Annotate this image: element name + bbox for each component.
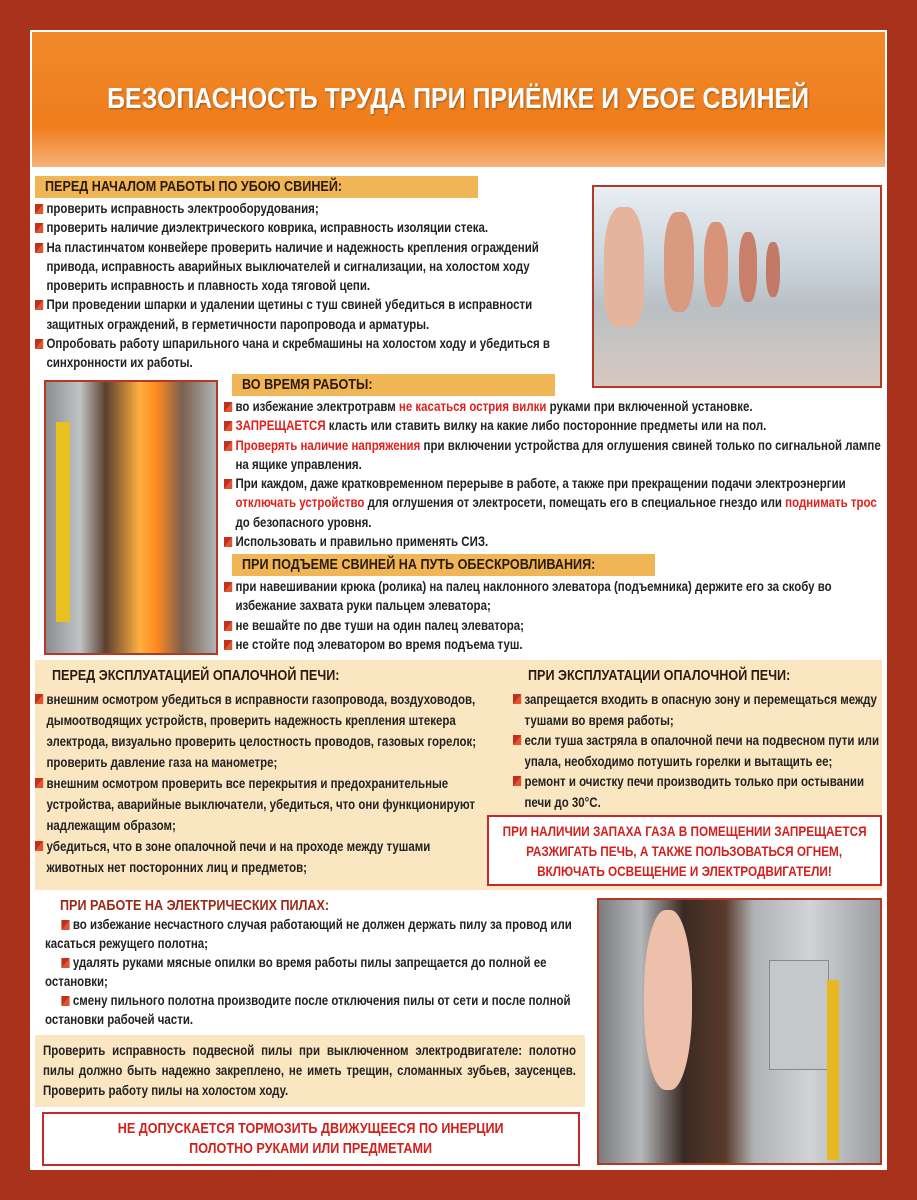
list-item: На пластинчатом конвейере проверить наличие и надежность крепления ограждений привода, исправность аварийных выключателей и сигнализации, на холостом ходу проверить исправность и плавность хода тяговой цепи. — [35, 238, 589, 296]
bullet-icon — [224, 621, 232, 631]
bullet-icon — [513, 694, 521, 704]
list-item: запрещается входить в опасную зону и перемещаться между тушами во время работы; — [513, 689, 882, 730]
bullet-icon — [35, 300, 43, 310]
during-oven-list — [513, 689, 882, 812]
before-work-list — [35, 199, 590, 373]
bullet-icon — [224, 582, 232, 592]
bullet-icon — [35, 339, 43, 349]
bullet-icon — [35, 204, 43, 214]
list-item: При проведении шпарки и удалении щетины с туш свиней убедиться в исправности защитных ограждений, в герметичности паропровода и арматуры. — [35, 295, 589, 334]
list-item: проверить исправность электрооборудования; — [35, 199, 589, 218]
bullet-icon — [224, 421, 232, 431]
section-heading-before-oven: ПЕРЕД ЭКСПЛУАТАЦИЕЙ ОПАЛОЧНОЙ ПЕЧИ: — [52, 667, 340, 684]
bullet-icon — [61, 996, 69, 1006]
bullet-icon — [35, 223, 43, 233]
list-item: При каждом, даже кратковременном перерыве в работе, а также при прекращении подачи электроэнергии отключать устройство для оглушения от электросети, помещать его в специальное гнездо или поднимать трос до безопасного уровня. — [224, 474, 882, 532]
list-item: ремонт и очистку печи производить только при остывании печи до 30°С. — [513, 771, 882, 812]
section-heading-before-work: ПЕРЕД НАЧАЛОМ РАБОТЫ ПО УБОЮ СВИНЕЙ: — [35, 176, 478, 198]
list-item: удалять руками мясные опилки во время работы пилы запрещается до полной ее остановки; — [45, 954, 547, 989]
list-item: если туша застряла в опалочной печи на подвесном пути или упала, необходимо потушить горелки и вытащить ее; — [513, 730, 882, 771]
saws-list — [45, 915, 585, 1029]
carcass-oven-photo — [597, 898, 882, 1165]
slaughter-line-photo — [592, 185, 882, 388]
bullet-icon — [35, 694, 43, 704]
list-item: смену пильного полотна производите после отключения пилы от сети и после полной остановки рабочей части. — [45, 992, 571, 1027]
list-item: Использовать и правильно применять СИЗ. — [224, 532, 882, 551]
bullet-icon — [35, 778, 43, 788]
saw-check-box: Проверить исправность подвесной пилы при выключенном электродвигателе: полотно пилы должно быть надежно закреплено, не иметь трещин, сломанных зубьев, заусенцев. Проверить работу пилы на холостом ходу. — [35, 1035, 585, 1107]
bullet-icon — [224, 479, 232, 489]
list-item: не стойте под элеватором во время подъема туш. — [224, 635, 882, 654]
list-item: внешним осмотром проверить все перекрытия и предохранительные устройства, аварийные выключатели, убедиться, что они функционируют надлежащим образом; — [35, 773, 484, 836]
list-item: не вешайте по две туши на один палец элеватора; — [224, 616, 882, 635]
bullet-icon — [224, 537, 232, 547]
list-item: убедиться, что в зоне опалочной печи и на проходе между тушами животных нет посторонних лиц и предметов; — [35, 836, 484, 878]
singeing-oven-photo — [44, 380, 218, 655]
bullet-icon — [224, 640, 232, 650]
bullet-icon — [224, 402, 232, 412]
saw-warning-box: НЕ ДОПУСКАЕТСЯ ТОРМОЗИТЬ ДВИЖУЩЕЕСЯ ПО ИНЕРЦИИ ПОЛОТНО РУКАМИ ИЛИ ПРЕДМЕТАМИ — [42, 1112, 580, 1166]
list-item: во избежание несчастного случая работающий не должен держать пилу за провод или касаться режущего полотна; — [45, 916, 572, 951]
poster-header — [32, 32, 885, 167]
list-item: внешним осмотром убедиться в исправности газопровода, воздуховодов, дымоотводящих устройств, проверить надежность крепления штекера электрода, визуально проверить целостность проводов, газовых горелок; проверить давление газа на манометре; — [35, 689, 484, 773]
list-item: Проверять наличие напряжения при включении устройства для оглушения свиней только по сигнальной лампе на ящике управления. — [224, 436, 882, 475]
lifting-list — [224, 577, 882, 654]
section-heading-during-work: ВО ВРЕМЯ РАБОТЫ: — [232, 374, 555, 396]
bullet-icon — [35, 841, 43, 851]
section-heading-during-oven: ПРИ ЭКСПЛУАТАЦИИ ОПАЛОЧНОЙ ПЕЧИ: — [528, 667, 791, 684]
bullet-icon — [513, 776, 521, 786]
list-item: ЗАПРЕЩАЕТСЯ класть или ставить вилку на какие либо посторонние предметы или на пол. — [224, 416, 882, 435]
section-heading-lifting: ПРИ ПОДЪЕМЕ СВИНЕЙ НА ПУТЬ ОБЕСКРОВЛИВАНИЯ: — [232, 554, 655, 576]
list-item: во избежание электротравм не касаться острия вилки руками при включенной установке. — [224, 397, 882, 416]
list-item: Опробовать работу шпарильного чана и скребмашины на холостом ходу и убедиться в синхронности их работы. — [35, 334, 589, 373]
bullet-icon — [513, 735, 521, 745]
section-heading-saws: ПРИ РАБОТЕ НА ЭЛЕКТРИЧЕСКИХ ПИЛАХ: — [60, 897, 330, 914]
poster-title: БЕЗОПАСНОСТЬ ТРУДА ПРИ ПРИЁМКЕ И УБОЕ СВИНЕЙ — [107, 83, 810, 115]
during-work-list — [224, 397, 882, 551]
gas-warning-box: ПРИ НАЛИЧИИ ЗАПАХА ГАЗА В ПОМЕЩЕНИИ ЗАПРЕЩАЕТСЯ РАЗЖИГАТЬ ПЕЧЬ, А ТАКЖЕ ПОЛЬЗОВАТЬСЯ ОГНЕМ, ВКЛЮЧАТЬ ОСВЕЩЕНИЕ И ЭЛЕКТРОДВИГАТЕЛИ! — [487, 815, 882, 886]
before-oven-list — [35, 689, 485, 878]
bullet-icon — [224, 441, 232, 451]
bullet-icon — [35, 243, 43, 253]
bullet-icon — [61, 920, 69, 930]
list-item: проверить наличие диэлектрического коврика, исправность изоляции стека. — [35, 218, 589, 237]
list-item: при навешивании крюка (ролика) на палец наклонного элеватора (подъемника) держите его за скобу во избежание захвата руки пальцем элеватора; — [224, 577, 882, 616]
bullet-icon — [61, 958, 69, 968]
